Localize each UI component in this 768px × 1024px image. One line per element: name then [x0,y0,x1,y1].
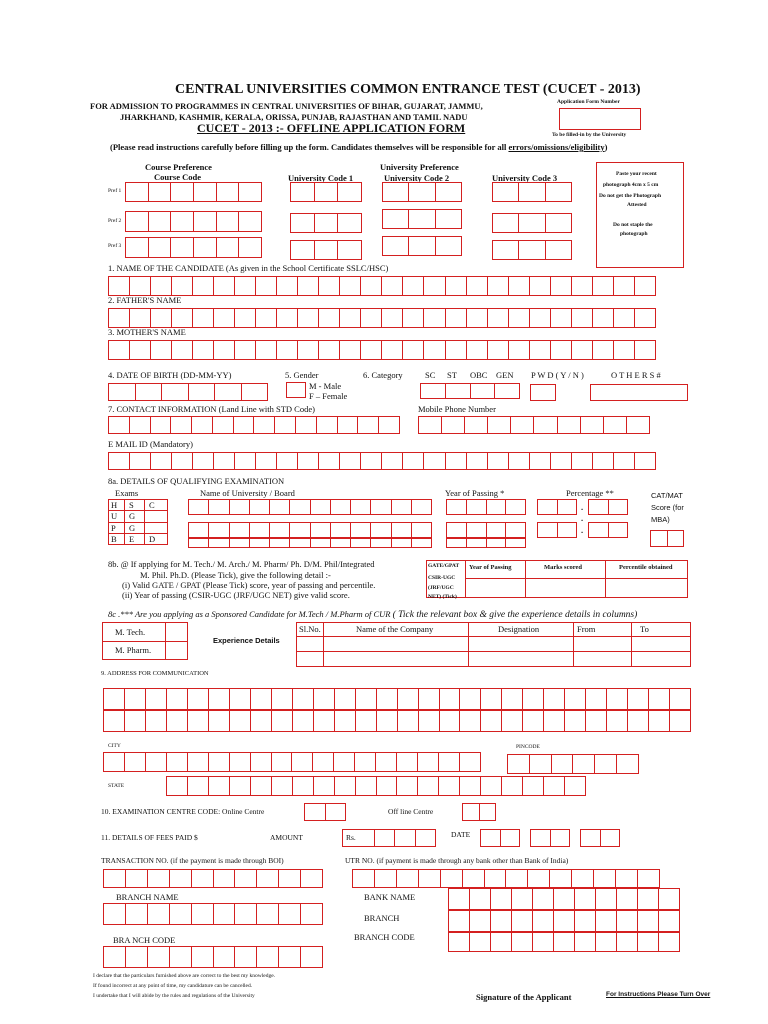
pref-2-course-code[interactable] [125,211,262,232]
exam-bed-3: D [149,534,156,544]
gate-col-1 [465,560,466,598]
exams-row-line-2 [108,522,168,523]
category-obc: OBC [470,370,488,380]
experience-details-label: Experience Details [213,636,280,645]
form-main-title: CENTRAL UNIVERSITIES COMMON ENTRANCE TEST (CUCET - 2013) [175,82,641,97]
year-passing-row-3[interactable] [446,538,526,548]
online-centre-boxes[interactable] [304,803,346,821]
category-sc: SC [425,370,436,380]
univ-code-3-label: University Code 3 [492,173,558,183]
exam-centre-label: 10. EXAMINATION CENTRE CODE: Online Centre [101,807,265,816]
photo-instr-2: photograph 4cm x 5 cm [603,182,659,188]
year-passing-row-1[interactable] [446,499,526,515]
address-heading: 9. ADDRESS FOR COMMUNICATION [101,670,209,677]
exams-label: Exams [115,488,139,498]
utr-input-boxes[interactable] [352,869,660,888]
course-pref-label: Course Preference [145,162,212,172]
father-label: 2. FATHER'S NAME [108,295,182,305]
date-input-boxes-2[interactable] [530,829,570,847]
state-input-boxes[interactable] [166,776,586,796]
percentage-row-1a[interactable] [537,499,577,515]
pref-3-univ-code-1[interactable] [290,240,362,260]
exp-col-3 [573,622,574,667]
transaction-label: TRANSACTION NO. (if the payment is made through BOI) [101,856,284,865]
gate-line-1: 8b. @ If applying for M. Tech./ M. Arch./ M. Pharm/ Ph. D/M. Phil/Integrated [108,559,375,569]
photo-instr-6: photograph [620,231,648,237]
admission-line-1: FOR ADMISSION TO PROGRAMMES IN CENTRAL UNIVERSITIES OF BIHAR, GUJARAT, JAMMU, [90,101,483,111]
app-form-number-box[interactable] [559,108,641,130]
landline-input-boxes[interactable] [108,416,400,434]
branch-code-left-boxes[interactable] [103,946,323,968]
amount-input-boxes[interactable] [342,829,436,847]
univ-board-row-1[interactable] [188,499,432,515]
percentage-label: Percentage ** [566,488,614,498]
state-label: STATE [108,783,125,789]
pincode-label: PINCODE [516,744,540,750]
exam-hsc-1: H [111,500,118,510]
mother-input-boxes[interactable] [108,340,656,360]
gate-col1-label-c: (JRF/UGC [428,585,454,591]
pref-1-univ-code-2[interactable] [382,182,462,202]
email-input-boxes[interactable] [108,452,656,470]
exp-row-line-1 [296,636,691,637]
admission-line-2: JHARKHAND, KASHMIR, KERALA, ORISSA, PUNJAB, RAJASTHAN AND TAMIL NADU [120,112,468,122]
rs-label: Rs. [346,833,356,842]
turn-over-note: For Instructions Please Turn Over [606,991,711,998]
transaction-input-boxes[interactable] [103,869,323,888]
mother-label: 3. MOTHER'S NAME [108,327,186,337]
pref-3-univ-code-2[interactable] [382,236,462,256]
gate-col1-label-a: GATE/GPAT [428,563,460,569]
others-input-box[interactable] [590,384,688,401]
date-label: DATE [451,830,471,839]
photo-instr-1: Paste your recent [616,171,657,177]
exam-hsc-3: C [149,500,155,510]
exp-col-2 [468,622,469,667]
pwd-label: P W D ( Y / N ) [531,370,584,380]
gender-input-box[interactable] [286,382,306,398]
address-line-1[interactable] [103,688,691,710]
category-label: 6. Category [363,370,403,380]
gender-label: 5. Gender [285,370,319,380]
date-input-boxes-3[interactable] [580,829,620,847]
declaration-line-2: If found incorrect at any point of time, my candidature can be cancelled. [93,983,253,989]
pref-1-label: Pref 1 [108,188,122,194]
branch-boxes[interactable] [448,910,680,932]
exam-pg-2: G [129,523,136,533]
exp-col-4 [631,622,632,667]
bank-name-label: BANK NAME [364,892,416,902]
percentage-dot-1: . [581,502,584,512]
offline-centre-label: Off line Centre [388,807,434,816]
exam-hsc-2: S [129,500,134,510]
cat-mat-label-1: CAT/MAT [651,491,683,500]
sponsored-question-tail: ( Tick the relevant box & give the experience details in columns) [392,610,638,620]
year-passing-label: Year of Passing * [445,488,505,498]
percentage-row-1b[interactable] [588,499,628,515]
instructions-main: (Please read instructions carefully before filling up the form. Candidates themselves will be responsible for all [110,142,507,152]
cat-mat-label-3: MBA) [651,515,670,524]
percentage-row-2a[interactable] [537,522,577,538]
photo-instr-4: Attested [627,202,647,208]
pref-1-univ-code-3[interactable] [492,182,572,202]
pref-2-label: Pref 2 [108,218,122,224]
declaration-line-1: I declare that the particulars furnished above are correct to the best my knowledge. [93,973,276,979]
exam-bed-2: E [129,534,135,544]
pref-1-univ-code-1[interactable] [290,182,362,202]
category-st: ST [447,370,457,380]
pref-2-univ-code-2[interactable] [382,209,462,229]
branch-name-label: BRANCH NAME [116,892,179,902]
father-input-boxes[interactable] [108,308,656,328]
gate-col2-label: Year of Passing [469,564,512,571]
percentage-row-2b[interactable] [588,522,628,538]
gate-col-3 [605,560,606,598]
exam-ug-2: G [129,511,136,521]
gate-col1-label-d: NET) (Tick) [428,594,457,600]
city-label: CITY [108,743,121,749]
pincode-input-boxes[interactable] [507,754,639,774]
pwd-input-box[interactable] [530,384,556,401]
exp-slno-header: Sl.No. [299,624,321,634]
form-subtitle: CUCET - 2013 :- OFFLINE APPLICATION FORM [197,121,466,135]
pref-3-univ-code-3[interactable] [492,240,572,260]
category-input-boxes[interactable] [420,383,520,399]
exp-to-header: To [640,624,649,634]
dob-label: 4. DATE OF BIRTH (DD-MM-YY) [108,370,232,380]
exp-row-line-2 [296,651,691,652]
univ-board-row-3[interactable] [188,538,432,548]
pref-2-univ-code-3[interactable] [492,213,572,233]
exams-row-line-1 [108,510,168,511]
univ-code-2-label: University Code 2 [384,173,450,183]
gate-col-2 [525,560,526,598]
percentage-dot-3: . [581,525,584,535]
mobile-label: Mobile Phone Number [418,404,496,414]
pref-3-course-code[interactable] [125,237,262,258]
instructions-text [110,143,608,152]
gate-row-line [465,578,688,579]
gate-line-2: M. Phil. Ph.D. (Please Tick), give the following detail :- [140,570,331,580]
dob-input-boxes[interactable] [108,383,268,401]
exam-bed-1: B [111,534,117,544]
exams-row-line-3 [108,533,168,534]
name-label: 1. NAME OF THE CANDIDATE (As given in the School Certificate SSLC/HSC) [108,263,389,273]
qualifying-heading: 8a. DETAILS OF QUALIFYING EXAMINATION [108,476,285,486]
univ-board-row-2[interactable] [188,522,432,538]
exam-ug-1: U [111,511,118,521]
branch-code-left-label: BRA NCH CODE [113,935,176,945]
sponsored-question [108,610,637,621]
photo-box[interactable] [596,162,684,268]
name-input-boxes[interactable] [108,276,656,296]
branch-name-boxes[interactable] [103,903,323,925]
city-input-boxes[interactable] [103,752,481,772]
exp-from-header: From [577,624,596,634]
sponsored-question-main: 8c .*** Are you applying as a Sponsored Candidate for M.Tech / M.Pharm of CUR [108,609,391,619]
pref-1-course-code[interactable] [125,182,262,202]
email-label: E MAIL ID (Mandatory) [108,439,193,449]
offline-centre-boxes[interactable] [462,803,496,821]
exam-pg-1: P [111,523,116,533]
gate-col3-label: Marks scored [544,564,582,571]
photo-instr-3: Do not get the Photograph [599,193,662,199]
univ-board-label: Name of University / Board [200,488,295,498]
contact-label: 7. CONTACT INFORMATION (Land Line with STD Code) [108,404,315,414]
mpharm-option[interactable]: M. Pharm. [115,645,152,655]
branch-code-right-boxes[interactable] [448,932,680,952]
category-gen: GEN [496,370,514,380]
univ-code-1-label: University Code 1 [288,173,354,183]
cat-mat-score-boxes[interactable] [650,530,684,547]
gate-col4-label: Percentile obtained [619,564,673,571]
course-code-label: Course Code [154,172,201,182]
signature-label: Signature of the Applicant [476,992,572,1002]
pref-3-label: Pref 3 [108,243,122,249]
declaration-line-3: I undertake that I will abide by the rules and regulations of the University [93,993,255,999]
exp-col-1 [323,622,324,667]
exp-company-header: Name of the Company [356,624,434,634]
branch-code-right-label: BRANCH CODE [354,932,415,942]
gender-male: M - Male [309,381,342,391]
sponsored-type-row-line [102,641,188,642]
address-line-2[interactable] [103,710,691,732]
gate-line-3: (i) Valid GATE / GPAT (Please Tick) score, year of passing and percentile. [122,580,376,590]
gate-line-4: (ii) Year of passing (CSIR-UGC (JRF/UGC NET) give valid score. [122,590,350,600]
gate-col1-label-b: CSIR-UGC [428,575,456,581]
others-label: O T H E R S # [611,370,661,380]
pref-2-univ-code-1[interactable] [290,213,362,233]
branch-label: BRANCH [364,913,400,923]
cat-mat-label-2: Score (for [651,503,684,512]
instructions-end: ) [604,142,608,152]
instructions-emphasis: errors/omissions/eligibility [508,142,605,152]
year-passing-row-2[interactable] [446,522,526,538]
amount-label: AMOUNT [270,833,303,842]
bank-name-boxes[interactable] [448,888,680,910]
fees-label: 11. DETAILS OF FEES PAID $ [101,833,198,842]
exp-designation-header: Designation [498,624,540,634]
percentage-dot-2: . [581,513,584,523]
date-input-boxes[interactable] [480,829,520,847]
mobile-input-boxes[interactable] [418,416,650,434]
photo-instr-5: Do not staple the [613,222,653,228]
gender-female: F – Female [309,391,348,401]
to-be-filled-label: To be filled-in by the University [552,132,627,138]
utr-label: UTR NO. (if payment is made through any bank other than Bank of India) [345,856,569,865]
univ-pref-label: University Preference [380,162,459,172]
app-form-number-label: Application Form Number [557,99,620,105]
mtech-option[interactable]: M. Tech. [115,627,146,637]
